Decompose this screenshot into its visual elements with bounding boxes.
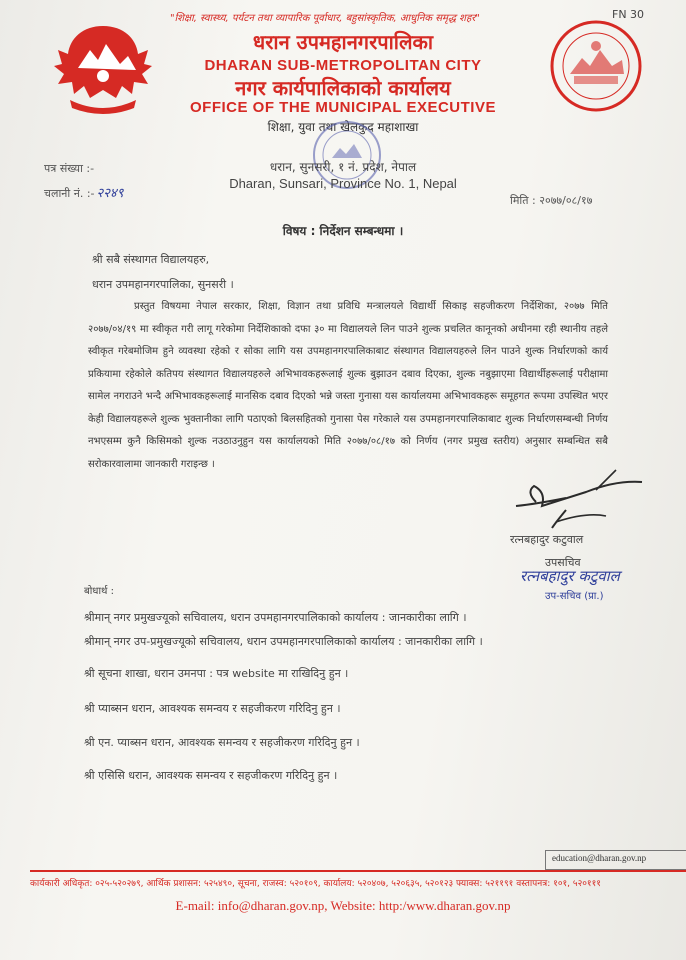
cc-item: श्रीमान् नगर उप-प्रमुखज्यूको सचिवालय, धरान उपमहानगरपालिकाको कार्यालय : जानकारीका लागि । [84,635,483,648]
cc-item: श्री सूचना शाखा, धरान उमनपा : पत्र website मा राखिदिनु हुन । [84,667,349,680]
address-np: धरान, सुनसरी, १ नं. प्रदेश, नेपाल [269,160,417,174]
signatory-title: उपसचिव [545,556,581,569]
form-number: FN 30 [612,8,645,21]
letter-date [510,193,592,208]
cc-item: श्रीमान् नगर प्रमुखज्यूको सचिवालय, धरान उपमहानगरपालिकाको कार्यालय : जानकारीका लागि । [84,611,467,624]
dispatch-number-label: चलानी नं. :- [44,187,95,200]
subject-line: विषय : निर्देशन सम्बन्धमा । [282,224,404,238]
org-name-np: धरान उपमहानगरपालिका [252,30,434,54]
office-name-np: नगर कार्यपालिकाको कार्यालय [235,76,451,100]
office-name-en: OFFICE OF THE MUNICIPAL EXECUTIVE [190,99,496,116]
address-en: Dharan, Sunsari, Province No. 1, Nepal [229,176,457,191]
department-name: शिक्षा, युवा तथा खेलकुद महाशाखा [267,120,419,134]
signatory-name: रत्नबहादुर कटुवाल [510,533,584,546]
cc-item: श्री एन. प्याब्सन धरान, आवश्यक समन्वय र सहजीकरण गरिदिनु हुन । [84,736,360,749]
org-name-en: DHARAN SUB-METROPOLITAN CITY [204,57,482,74]
date-value: २०७७/०८/१७ [539,194,593,207]
letter-body: प्रस्तुत विषयमा नेपाल सरकार, शिक्षा, विज्ञान तथा प्रविधि मन्त्रालयले विद्यार्थी सिकाइ सहजीकरण निर्देशिका, २०७७ मिति २०७७/०४/१९ मा स्वीकृत गरी लागू गरेकोमा निर्देशिकाको दफा ३० मा विद्यालयले लिन पाउने शुल्क प्रचलित कानूनको अधीनमा रही स्थानीय तहले स्वीकृत गरेबमोजिम हुने व्यवस्था रहेको र सोका लागि यस उपमहानगरपालिकाबाट संस्थागत विद्यालयहरुले लिन पाउने शुल्क निर्धारणको कार्य प्रकियामा रहेकोले कतिपय संस्थागत विद्यालयहरुले अभिभावकहरूलाई शुल्क बुझाउन दबाव दिएका, शुल्क नबुझाएमा विद्यार्थीहरूलाई परीक्षामा सामेल नगराउने भन्दै अभिभावकहरूलाई मानसिक दबाव दिएको भन्ने जस्ता गुनासा यस कार्यालयमा अभिभावकहरू समूहगत रूपमा उपस्थित भएर केही विद्यालयहरूले शुल्क भुक्तानीका लागि पठाएको बिलसहितको गुनासा पेस गरेकाले यस उपमहानगरपालिकाबाट शुल्क निर्धारणसम्बन्धी निर्णय नभएसम्म कुनै किसिमको शुल्क नउठाउनुहुन यस कार्यालयको मिति २०७७/०८/१७ को निर्णय (नगर प्रमुख स्तरीय) अनुसार सम्बन्धित सबै सरोकारवालामा जानकारी गराइन्छ । [88,301,608,470]
cc-item: श्री प्याब्सन धरान, आवश्यक समन्वय र सहजीकरण गरिदिनु हुन । [84,702,341,715]
cc-item: श्री एसिसि धरान, आवश्यक समन्वय र सहजीकरण गरिदिनु हुन । [84,769,338,782]
footer-divider [30,870,686,872]
motto: "शिक्षा, स्वास्थ्य, पर्यटन तथा व्यापारिक पूर्वाधार, बहुसांस्कृतिक, आधुनिक समृद्ध शहर" [170,13,480,24]
footer-phone-numbers: कार्यकारी अधिकृत: ०२५-५२०२७९, आर्थिक प्रशासन: ५२५४९०, सूचना, राजस्व: ५२०१०९, कार्यालय: ५२०४०७, ५२०६३५, ५२०१२३ फ्याक्स: ५२११९१ वस्तापनत्र: १०१, ५२०१११ [30,879,601,889]
cc-label: बोधार्थ : [84,586,114,597]
dept-email: education@dharan.gov.np [552,853,647,863]
footer-email-website: E-mail: info@dharan.gov.np, Website: http:/www.dharan.gov.np [175,898,511,913]
dispatch-number-value: २२४९ [96,186,124,201]
signatory-stamp-name: रत्नबहादुर कटुवाल [520,567,620,585]
recipient-line-1: श्री सबै संस्थागत विद्यालयहरु, [92,253,210,266]
letter-number-label: पत्र संख्या :- [44,162,95,175]
date-label: मिति : [510,194,536,207]
recipient-line-2: धरान उपमहानगरपालिका, सुनसरी । [92,278,234,291]
signatory-stamp-title: उप-सचिव (प्रा.) [545,591,604,602]
